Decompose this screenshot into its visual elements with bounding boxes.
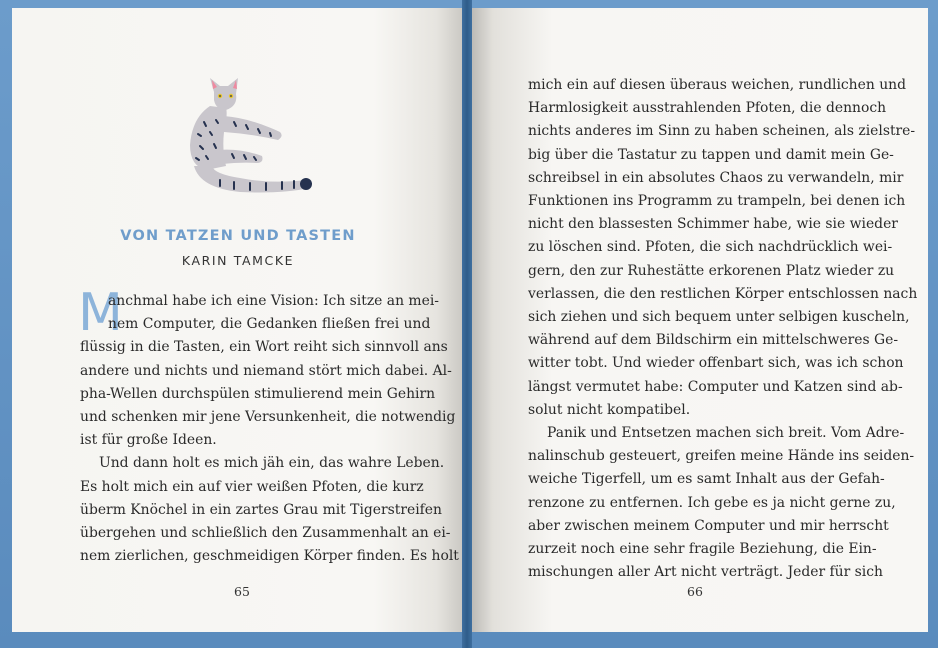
text-line: gern, den zur Ruhestätte erkorenen Platz wieder zu — [528, 262, 895, 279]
text-line: andere und nichts und niemand stört mich dabei. Al- — [80, 362, 452, 379]
text-line: aber zwischen meinem Computer und mir herrscht — [528, 517, 889, 534]
text-line: anchmal habe ich eine Vision: Ich sitze an mei- — [108, 293, 439, 309]
text-line: längst vermutet habe: Computer und Katzen sind ab- — [528, 378, 903, 395]
text-line: solut nicht kompatibel. — [528, 401, 691, 418]
drop-cap: M — [78, 283, 123, 343]
text-line: während auf dem Bildschirm ein mittelschweres Ge- — [528, 332, 899, 349]
text-line: schreibsel in ein absolutes Chaos zu verwandeln, mir — [528, 169, 904, 186]
text-line: mich ein auf diesen überaus weichen, rundlichen und — [528, 77, 906, 93]
text-line: Und dann holt es mich jäh ein, das wahre Leben. — [99, 455, 445, 472]
text-line: big über die Tastatur zu tappen und damit mein Ge- — [528, 146, 894, 163]
text-line: renzone zu entfernen. Ich gebe es ja nicht gerne zu, — [528, 494, 896, 511]
text-line: Harmlosigkeit ausstrahlenden Pfoten, die dennoch — [528, 100, 887, 117]
text-line: mischungen aller Art nicht verträgt. Jeder für sich — [528, 564, 883, 581]
text-line: nicht den blassesten Schimmer habe, wie sie wieder — [528, 216, 898, 233]
text-line: witter tobt. Und wieder offenbart sich, was ich schon — [528, 355, 904, 372]
right-page-body — [528, 74, 918, 584]
text-line: Panik und Entsetzen machen sich breit. Vom Adre- — [547, 425, 905, 442]
page-number-left: 65 — [234, 584, 250, 599]
chapter-title: VON TATZEN UND TASTEN — [120, 228, 356, 244]
text-line: zurzeit noch eine sehr fragile Beziehung, die Ein- — [528, 541, 877, 558]
book-spine — [462, 0, 472, 648]
text-line: überm Knöchel in ein zartes Grau mit Tigerstreifen — [80, 501, 442, 518]
text-line: pha-Wellen durchspülen stimulierend mein Gehirn — [80, 385, 436, 402]
left-page-body — [78, 283, 459, 568]
text-line: flüssig in die Tasten, ein Wort reiht sich sinnvoll ans — [80, 339, 448, 356]
text-line: nalinschub gesteuert, greifen meine Hände ins seiden- — [528, 448, 915, 465]
text-line: nem Computer, die Gedanken fließen frei und — [108, 316, 431, 333]
text-line: übergehen und schließlich den Zusammenhalt an ei- — [80, 525, 451, 542]
cat-letter-e-illustration — [170, 70, 320, 210]
text-line: und schenken mir jene Versunkenheit, die notwendig — [80, 409, 456, 426]
text-line: sich ziehen und sich bequem unter selbigen kuscheln, — [528, 309, 910, 326]
text-line: Es holt mich ein auf vier weißen Pfoten, die kurz — [80, 478, 424, 495]
author-name: KARIN TAMCKE — [181, 253, 295, 268]
text-line: verlassen, die den restlichen Körper entschlossen nach — [528, 285, 918, 302]
page-number-right: 66 — [687, 584, 703, 599]
text-line: Funktionen ins Programm zu trampeln, bei denen ich — [528, 193, 906, 210]
text-line: ist für große Ideen. — [80, 432, 217, 449]
text-line: nichts anderes im Sinn zu haben scheinen, als zielstre- — [528, 123, 916, 140]
text-line: nem zierlichen, geschmeidigen Körper finden. Es holt — [80, 548, 459, 565]
text-line: zu löschen sind. Pfoten, die sich nachdrücklich wei- — [528, 239, 893, 256]
text-line: weiche Tigerfell, um es samt Inhalt aus der Gefah- — [528, 471, 885, 488]
